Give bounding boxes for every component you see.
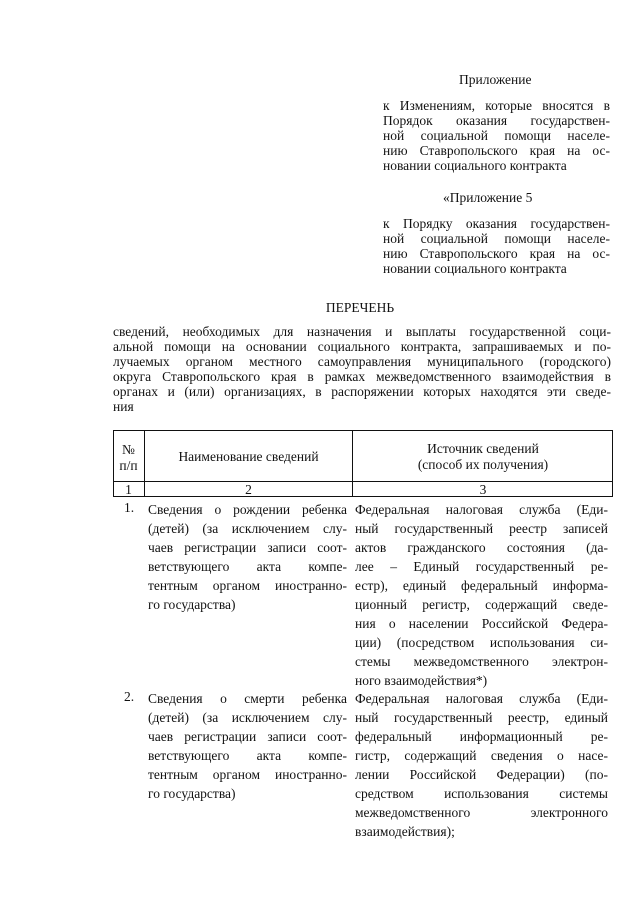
intro-line: органах и (или) организациях, в распоряжении которых находятся эти сведе- (113, 384, 611, 399)
row-source-line: лее – Единый государственный ре- (355, 559, 608, 574)
row-name-line: чаев регистрации записи соот- (148, 729, 347, 744)
intro-line: сведений, необходимых для назначения и выплаты государственной соци- (113, 324, 611, 339)
header-source (353, 441, 613, 473)
appendix-line: Порядок оказания государствен- (383, 113, 610, 128)
row-number: 1. (124, 500, 135, 515)
header-num-line2: п/п (119, 458, 138, 473)
row-source-line: взаимодействия); (355, 824, 455, 839)
row-source-line: естр), единый федеральный информа- (355, 578, 608, 593)
row-name-line: го государства) (148, 597, 236, 612)
row-source-line: стемы межведомственного электрон- (355, 654, 608, 669)
row-source-line: Федеральная налоговая служба (Еди- (355, 502, 608, 517)
row-name-line: тентным органом иностранно- (148, 578, 347, 593)
appendix-line: к Изменениям, которые вносятся в (383, 98, 610, 113)
row-name (148, 500, 347, 614)
intro-line: ния (113, 399, 134, 414)
row-source-line: ного взаимодействия*) (355, 673, 488, 688)
header-name: Наименование сведений (178, 449, 319, 464)
col-number: 3 (479, 482, 487, 497)
header-source-line2: (способ их получения) (417, 457, 549, 472)
appendix-line: ной социальной помощи населе- (383, 128, 610, 143)
row-source-line: ный государственный реестр, единый (355, 710, 608, 725)
row-source-line: гистр, содержащий сведения о насе- (355, 748, 608, 763)
appendix5-title: «Приложение 5 (443, 190, 533, 205)
row-source (355, 689, 608, 841)
intro-line: округа Ставропольского края в рамках межведомственного взаимодействия в (113, 369, 611, 384)
appendix-title: Приложение (459, 72, 532, 87)
row-name (148, 689, 347, 803)
row-name-line: ветствующего акта компе- (148, 559, 347, 574)
row-source-line: ции) (посредством использования си- (355, 635, 608, 650)
appendix-line: новании социального контракта (383, 158, 567, 173)
row-name-line: (детей) (за исключением слу- (148, 521, 347, 536)
header-source-line1: Источник сведений (427, 441, 539, 456)
col-number: 2 (245, 482, 252, 497)
appendix5-line: к Порядку оказания государствен- (383, 216, 610, 231)
row-number: 2. (124, 689, 135, 704)
row-source-line: актов гражданского состояния (да- (355, 540, 608, 555)
row-source-line: ный государственный реестр записей (355, 521, 608, 536)
appendix-body (383, 98, 610, 173)
row-source-line: ния о населении Российской Федера- (355, 616, 608, 631)
appendix5-line: новании социального контракта (383, 261, 567, 276)
row-name-line: тентным органом иностранно- (148, 767, 347, 782)
intro-paragraph (113, 324, 611, 414)
header-num-line1: № (122, 442, 135, 457)
intro-line: лучаемых органом местного самоуправления муниципального (городского) (113, 354, 611, 369)
row-name-line: (детей) (за исключением слу- (148, 710, 347, 725)
row-source-line: ционный регистр, содержащий сведе- (355, 597, 608, 612)
page-heading: ПЕРЕЧЕНЬ (325, 300, 395, 315)
row-source-line: Федеральная налоговая служба (Еди- (355, 691, 608, 706)
appendix5-body (383, 216, 610, 276)
row-name-line: го государства) (148, 786, 236, 801)
appendix-line: нию Ставропольского края на ос- (383, 143, 610, 158)
row-source-line: средством использования системы (355, 786, 608, 801)
intro-line: альной помощи на основании социального контракта, запрашиваемых и по- (113, 339, 611, 354)
row-source-line: межведомственного электронного (355, 805, 608, 820)
appendix5-line: ной социальной помощи населе- (383, 231, 610, 246)
appendix5-line: нию Ставропольского края на ос- (383, 246, 610, 261)
col-number: 1 (125, 482, 132, 497)
row-source (355, 500, 608, 690)
header-num (113, 442, 144, 474)
row-source-line: федеральный информационный ре- (355, 729, 608, 744)
row-name-line: Сведения о рождении ребенка (148, 502, 347, 517)
row-source-line: лении Российской Федерации) (по- (355, 767, 608, 782)
row-name-line: ветствующего акта компе- (148, 748, 347, 763)
row-name-line: чаев регистрации записи соот- (148, 540, 347, 555)
row-name-line: Сведения о смерти ребенка (148, 691, 347, 706)
